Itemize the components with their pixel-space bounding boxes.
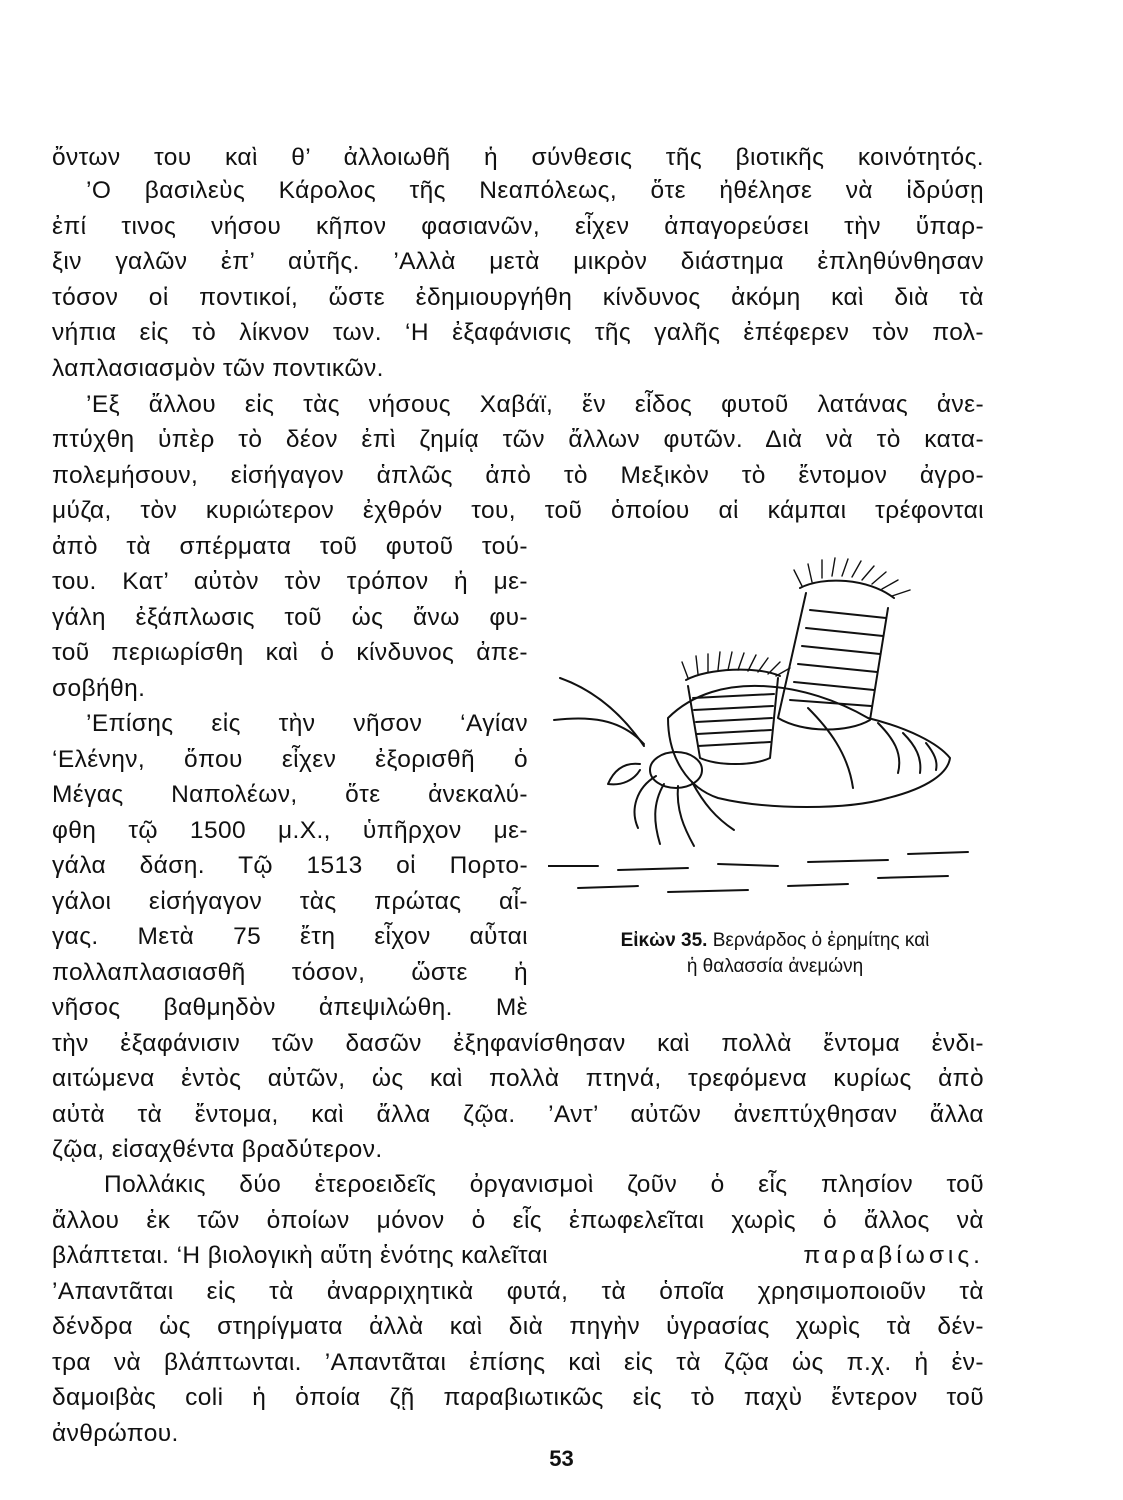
text-line: ’Απαντᾶται εἰς τὰ ἀναρριχητικὰ φυτά, τὰ ὁποῖα χρησιμοποιοῦν τὰ	[52, 1278, 984, 1305]
text-line: γάλη ἐξάπλωσις τοῦ ὡς ἄνω φυ-	[52, 604, 528, 631]
text-line: ζῷα, εἰσαχθέντα βραδύτερον.	[52, 1136, 383, 1163]
text-line: ὄντων του καὶ θ’ ἀλλοιωθῆ ἡ σύνθεσις τῆς βιοτικῆς κοινότητός.	[52, 144, 984, 171]
text-line: ’Ο βασιλεὺς Κάρολος τῆς Νεαπόλεως, ὅτε ἠθέλησε νὰ ἱδρύσῃ	[86, 177, 984, 204]
text-line: γας. Μετὰ 75 ἔτη εἶχον αὗται	[52, 923, 528, 950]
text-line: αιτώμενα ἐντὸς αὐτῶν, ὡς καὶ πολλὰ πτηνά, τρεφόμενα κυρίως ἀπὸ	[52, 1065, 984, 1092]
text-line: φθη τῷ 1500 μ.Χ., ὑπῆρχον με-	[52, 817, 528, 844]
text-line: πολεμήσουν, εἰσήγαγον ἁπλῶς ἀπὸ τὸ Μεξικὸν τὸ ἔντομον ἀγρο-	[52, 462, 984, 489]
text-line: ‘Ελένην, ὅπου εἶχεν ἐξορισθῆ ὁ	[52, 746, 528, 773]
text-line: ’Εξ ἄλλου εἰς τὰς νήσους Χαβάϊ, ἕν εἶδος φυτοῦ λατάνας ἀνε-	[86, 391, 984, 418]
text-line: μύζα, τὸν κυριώτερον ἐχθρόν του, τοῦ ὁποίου αἱ κάμπαι τρέφονται	[52, 497, 984, 524]
text-line: ξιν γαλῶν ἐπ’ αὐτῆς. ’Αλλὰ μετὰ μικρὸν διάστημα ἐπληθύνθησαν	[52, 248, 984, 275]
text-segment: βλάπτεται. ‘Η βιολογικὴ αὕτη ἑνότης καλεῖται	[52, 1242, 549, 1269]
text-line: τοῦ περιωρίσθη καὶ ὁ κίνδυνος ἀπε-	[52, 639, 528, 666]
text-line: γάλα δάση. Τῷ 1513 οἱ Πορτο-	[52, 852, 528, 879]
text-line: νήπια εἰς τὸ λίκνον των. ‘Η ἐξαφάνισις τῆς γαλῆς ἐπέφερεν τὸν πολ-	[52, 319, 984, 346]
text-line: ἀπὸ τὰ σπέρματα τοῦ φυτοῦ τού-	[52, 533, 528, 560]
text-line: γάλοι εἰσήγαγον τὰς πρώτας αἶ-	[52, 888, 528, 915]
hermit-crab-illustration	[548, 548, 988, 928]
text-line: δένδρα ὡς στηρίγματα ἀλλὰ καὶ διὰ πηγὴν ὑγρασίας χωρὶς τὰ δέν-	[52, 1313, 984, 1340]
text-line: νῆσος βαθμηδὸν ἀπεψιλώθη. Μὲ	[52, 994, 528, 1021]
text-line: πτύχθη ὑπὲρ τὸ δέον ἐπὶ ζημίᾳ τῶν ἄλλων φυτῶν. Διὰ νὰ τὸ κατα-	[52, 426, 984, 453]
text-line: τρα νὰ βλάπτωνται. ’Απαντᾶται ἐπίσης καὶ εἰς τὰ ζῷα ὡς π.χ. ἡ ἐν-	[52, 1349, 984, 1376]
text-line: λαπλασιασμὸν τῶν ποντικῶν.	[52, 355, 384, 382]
text-line: δαμοιβὰς coli ἡ ὁποία ζῇ παραβιωτικῶς εἰς τὸ παχὺ ἔντερον τοῦ	[52, 1384, 984, 1411]
text-line: τόσον οἱ ποντικοί, ὥστε ἐδημιουργήθη κίνδυνος ἀκόμη καὶ διὰ τὰ	[52, 284, 984, 311]
figure-caption	[560, 928, 990, 980]
text-line: του. Κατ’ αὐτὸν τὸν τρόπον ἡ με-	[52, 568, 528, 595]
page-number: 53	[549, 1446, 574, 1471]
text-line: ἀνθρώπου.	[52, 1420, 179, 1447]
text-line	[52, 1240, 984, 1272]
text-line: ’Επίσης εἰς τὴν νῆσον ‘Αγίαν	[86, 710, 528, 737]
text-line: τὴν ἐξαφάνισιν τῶν δασῶν ἐξηφανίσθησαν καὶ πολλὰ ἔντομα ἐνδι-	[52, 1030, 984, 1057]
text-line: πολλαπλασιασθῆ τόσον, ὥστε ἡ	[52, 959, 528, 986]
figure-label: Εἰκὼν 35.	[620, 930, 708, 951]
text-line: ἐπί τινος νήσου κῆπον φασιανῶν, εἶχεν ἀπαγορεύσει τὴν ὕπαρ-	[52, 213, 984, 240]
text-line: αὐτὰ τὰ ἔντομα, καὶ ἄλλα ζῷα. ’Αντ’ αὐτῶν ἀνεπτύχθησαν ἄλλα	[52, 1101, 984, 1128]
text-line: Μέγας Ναπολέων, ὅτε ἀνεκαλύ-	[52, 781, 528, 808]
emphasized-term: παραβίωσις.	[803, 1242, 984, 1269]
figure-caption-line: Βερνάρδος ὁ ἐρημίτης καὶ	[712, 930, 930, 951]
figure-caption-line: ἡ θαλασσία ἀνεμώνη	[686, 956, 864, 977]
text-line: ἄλλου ἐκ τῶν ὁποίων μόνον ὁ εἷς ἐπωφελεῖται χωρὶς ὁ ἄλλος νὰ	[52, 1207, 984, 1234]
text-line: σοβήθη.	[52, 675, 146, 702]
text-line: Πολλάκις δύο ἑτεροειδεῖς ὀργανισμοὶ ζοῦν ὁ εἷς πλησίον τοῦ	[104, 1171, 984, 1198]
